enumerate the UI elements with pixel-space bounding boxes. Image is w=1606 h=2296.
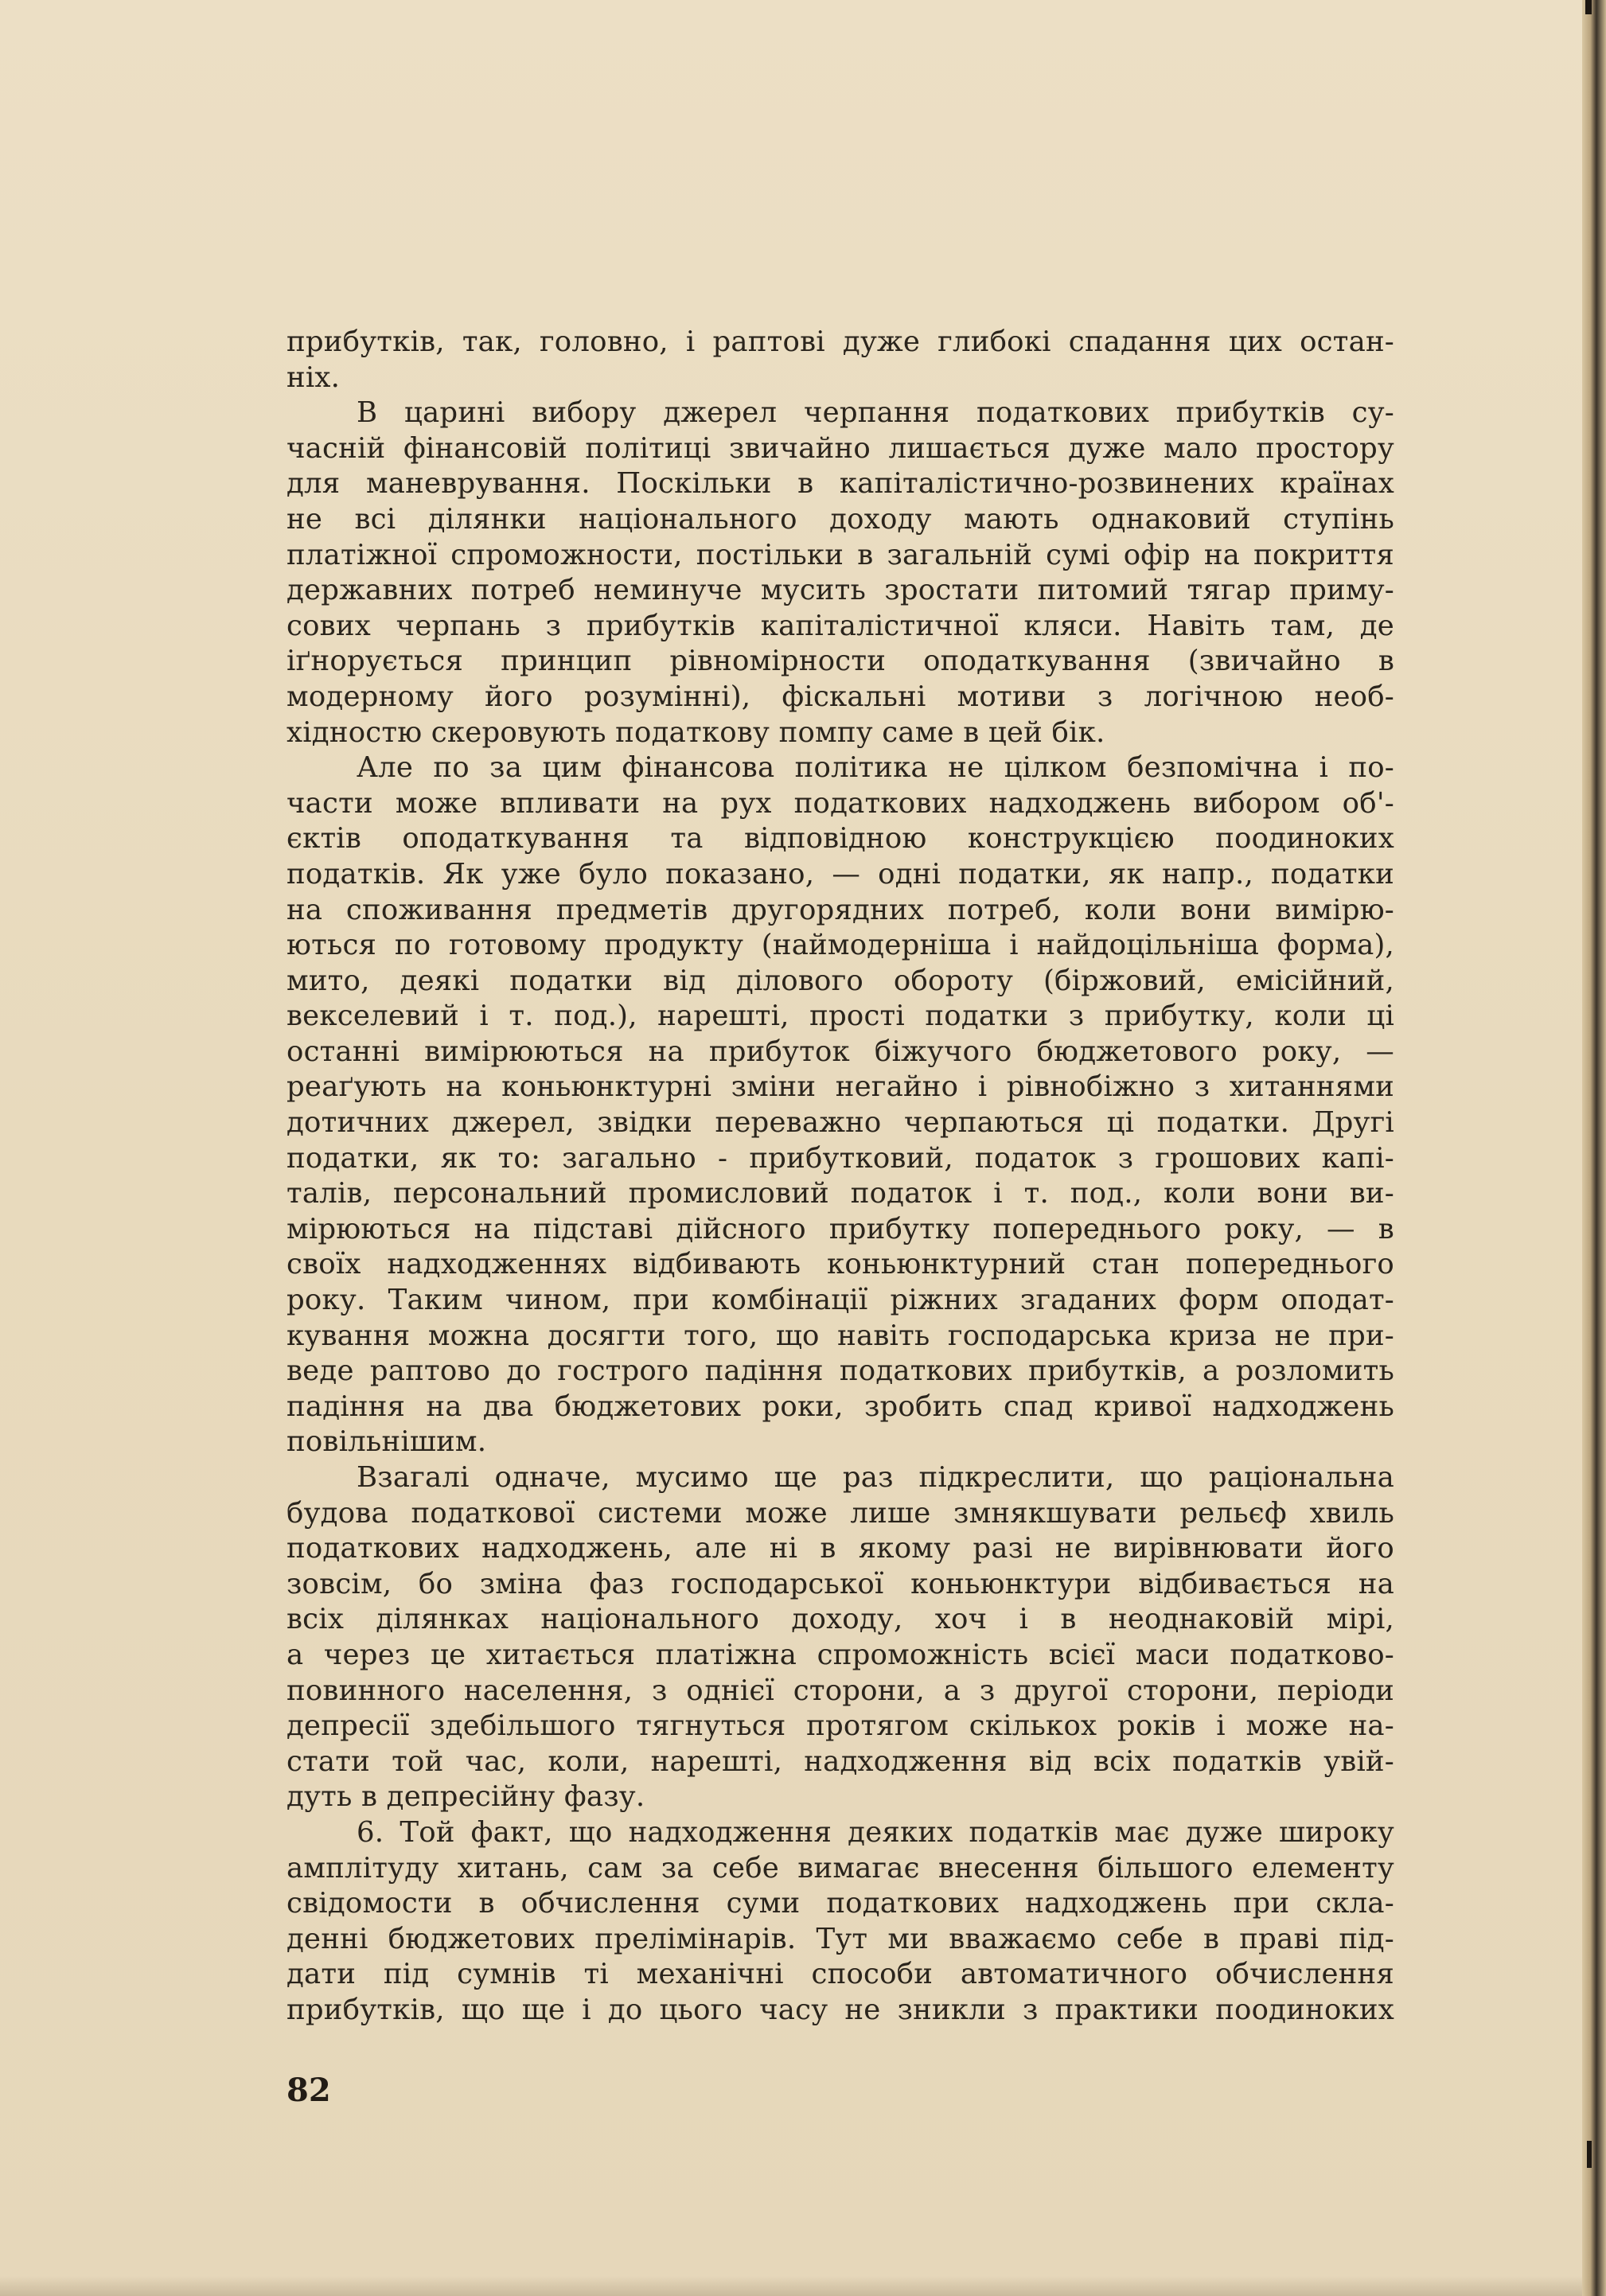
text-line: мито, деякі податки від ділового обороту (біржовий, емісійний,: [287, 964, 1394, 997]
edge-mark-bottom: [1587, 2141, 1592, 2168]
text-line: части може впливати на рух податкових надходжень вибором об'-: [287, 786, 1394, 820]
text-line: дотичних джерел, звідки переважно черпаються ці податки. Другі: [287, 1106, 1394, 1140]
text-line: депресії здебільшого тягнуться протягом скількох років і може на-: [287, 1709, 1394, 1743]
text-line: реаґують на коньюнктурні зміни негайно і рівнобіжно з хитаннями: [287, 1070, 1394, 1104]
text-line: своїх надходженнях відбивають коньюнктурний стан попереднього: [287, 1248, 1394, 1281]
text-line: податки, як то: загально - прибутковий, податок з грошових капі-: [287, 1141, 1394, 1175]
text-line: повинного населення, з однієї сторони, а з другої сторони, періоди: [287, 1674, 1394, 1707]
text-line: часній фінансовій політиці звичайно лишається дуже мало простору: [287, 431, 1394, 465]
text-line: зовсім, бо зміна фаз господарської коньюнктури відбивається на: [287, 1567, 1394, 1600]
page-bottom-shadow: [0, 2276, 1582, 2296]
text-line: іґнорується принцип рівномірности оподаткування (звичайно в: [287, 645, 1394, 678]
text-line: прибутків, так, головно, і раптові дуже глибокі спадання цих остан-: [287, 325, 1394, 358]
text-line: 6. Той факт, що надходження деяких податків має дуже широку: [357, 1815, 1394, 1849]
text-line: векселевий і т. под.), нарешті, прості податки з прибутку, коли ці: [287, 1000, 1394, 1033]
text-line: платіжної спроможности, постільки в загальній сумі офір на покриття: [287, 538, 1394, 571]
text-line: Але по за цим фінансова політика не цілком безпомічна і по-: [357, 751, 1394, 785]
text-line: дуть в депресійну фазу.: [287, 1780, 645, 1814]
text-line: всіх ділянках національного доходу, хоч і в неоднаковій мірі,: [287, 1603, 1394, 1636]
text-line: будова податкової системи може лише змнякшувати рельєф хвиль: [287, 1496, 1394, 1530]
text-line: повільнішим.: [287, 1425, 487, 1459]
text-line: сових черпань з прибутків капіталістичної кляси. Навіть там, де: [287, 609, 1394, 642]
text-line: денні бюджетових прелімінарів. Тут ми вважаємо себе в праві під-: [287, 1922, 1394, 1955]
text-line: хідностю скеровують податкову помпу саме в цей бік.: [287, 715, 1105, 749]
text-line: державних потреб неминуче мусить зростати питомий тягар приму-: [287, 574, 1394, 607]
body-text: [287, 325, 1394, 2029]
text-line: Взагалі одначе, мусимо ще раз підкреслити, що раціональна: [357, 1461, 1394, 1494]
text-line: модерному його розумінні), фіскальні мотиви з логічною необ-: [287, 680, 1394, 713]
text-line: веде раптово до гострого падіння податкових прибутків, а розломить: [287, 1355, 1394, 1388]
text-line: прибутків, що ще і до цього часу не зникли з практики поодиноких: [287, 1993, 1394, 2026]
text-line: а через це хитається платіжна спроможність всієї маси податково-: [287, 1638, 1394, 1671]
edge-mark-top: [1585, 0, 1592, 14]
text-line: амплітуду хитань, сам за себе вимагає внесення більшого елементу: [287, 1851, 1394, 1885]
text-line: на споживання предметів другорядних потреб, коли вони вимірю-: [287, 893, 1394, 926]
text-line: для маневрування. Поскільки в капіталістично-розвинених країнах: [287, 467, 1394, 501]
text-line: свідомости в обчислення суми податкових надходжень при скла-: [287, 1887, 1394, 1920]
text-line: талів, персональний промисловий податок і т. под., коли вони ви-: [287, 1177, 1394, 1210]
text-line: падіння на два бюджетових роки, зробить спад кривої надходжень: [287, 1390, 1394, 1423]
text-line: стати той час, коли, нарешті, надходження від всіх податків увій-: [287, 1744, 1394, 1778]
text-line: мірюються на підставі дійсного прибутку попереднього року, — в: [287, 1212, 1394, 1245]
text-line: ються по готовому продукту (наймодерніша і найдоцільніша форма),: [287, 929, 1394, 962]
text-line: податків. Як уже було показано, — одні податки, як напр., податки: [287, 857, 1394, 891]
text-line: дати під сумнів ті механічні способи автоматичного обчислення: [287, 1958, 1394, 1991]
text-line: року. Таким чином, при комбінації ріжних згаданих форм оподат-: [287, 1284, 1394, 1317]
page-binding-edge: [1582, 0, 1606, 2296]
text-line: податкових надходжень, але ні в якому разі не вирівнювати його: [287, 1532, 1394, 1565]
text-line: не всі ділянки національного доходу мають однаковий ступінь: [287, 502, 1394, 536]
text-line: В царині вибору джерел черпання податкових прибутків су-: [357, 396, 1394, 430]
text-line: єктів оподаткування та відповідною конструкцією поодиноких: [287, 822, 1394, 856]
text-line: кування можна досягти того, що навіть господарська криза не при-: [287, 1319, 1394, 1352]
text-line: останні вимірюються на прибуток біжучого бюджетового року, —: [287, 1035, 1394, 1068]
page-number: 82: [287, 2072, 331, 2109]
text-line: ніх.: [287, 361, 341, 394]
